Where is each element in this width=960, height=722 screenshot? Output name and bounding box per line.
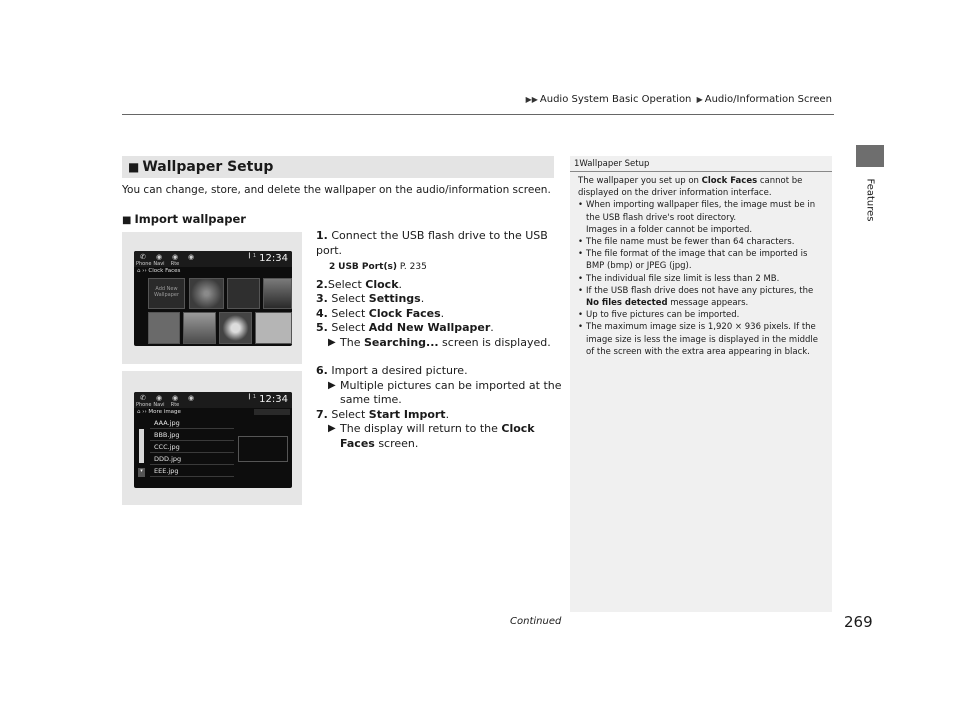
step-2: 2.Select Clock. bbox=[316, 277, 403, 291]
step-5: 5. Select Add New Wallpaper. bbox=[316, 321, 494, 334]
note-heading: 1Wallpaper Setup bbox=[574, 159, 650, 169]
home-icon: ⌂ bbox=[137, 268, 141, 274]
note-bullet: • The maximum image size is 1,920 × 936 pixels. If the image size is less the image is displayed in the middle of the screen with the extra area appearing in black. bbox=[578, 322, 818, 357]
reference-icon: 2 bbox=[329, 262, 336, 272]
breadcrumb-item-1[interactable]: Audio System Basic Operation bbox=[539, 94, 692, 105]
add-wallpaper-tile: Add New Wallpaper bbox=[148, 278, 185, 309]
section-title-bar bbox=[122, 156, 554, 178]
continued-label: Continued bbox=[510, 616, 562, 627]
route-icon: ◉ Rte bbox=[170, 253, 180, 267]
clock-faces-screenshot bbox=[122, 232, 302, 364]
step-3: 3. Select Settings. bbox=[316, 292, 425, 305]
step-6: 6. Import a desired picture. bbox=[316, 364, 468, 377]
note-paragraph: The wallpaper you set up on Clock Faces cannot be displayed on the driver information interface. bbox=[578, 176, 803, 199]
step-1: 1. Connect the USB flash drive to the USB port. bbox=[316, 229, 548, 257]
arrow-icon: ▶ bbox=[328, 379, 336, 391]
header-divider bbox=[122, 114, 834, 115]
note-bullet: • If the USB flash drive does not have any pictures, the No files detected message appears. bbox=[578, 285, 814, 309]
signal-icon: ▎1 bbox=[248, 253, 256, 259]
double-chevron-icon: ▶▶ bbox=[525, 95, 538, 104]
phone-icon: ✆ Phone bbox=[136, 253, 152, 267]
step-7: 7. Select Start Import. bbox=[316, 407, 450, 421]
cross-reference: 2 USB Port(s) P. 235 bbox=[329, 262, 427, 272]
square-bullet-icon: ■ bbox=[122, 215, 132, 226]
step-4: 4. Select Clock Faces. bbox=[316, 306, 445, 320]
route-icon: ◉ Rte bbox=[170, 394, 180, 408]
note-bullet: • The file format of the image that can be imported is BMP (bmp) or JPEG (jpg). bbox=[578, 249, 808, 272]
settings-icon: ◉ bbox=[187, 394, 195, 402]
note-bullet: • The individual file size limit is less than 2 MB. bbox=[578, 273, 780, 284]
breadcrumb bbox=[524, 94, 832, 105]
note-bullet: • The file name must be fewer than 64 characters. bbox=[578, 237, 795, 248]
step-list bbox=[316, 229, 562, 451]
home-icon: ⌂ bbox=[137, 409, 141, 415]
intro-paragraph: You can change, store, and delete the wallpaper on the audio/information screen. bbox=[122, 184, 551, 196]
sub-heading: ■ Import wallpaper bbox=[122, 212, 246, 226]
navi-icon: ◉ Navi bbox=[153, 394, 165, 408]
screen-breadcrumb: ⌂ ›› Clock Faces bbox=[137, 268, 181, 274]
list-item: BBB.jpg bbox=[150, 429, 234, 441]
list-item: DDD.jpg bbox=[150, 453, 234, 465]
note-icon: 1 bbox=[574, 159, 580, 169]
navi-icon: ◉ Navi bbox=[153, 253, 165, 267]
side-tab-label: Features bbox=[864, 178, 876, 222]
step-6-result: ▶ Multiple pictures can be imported at the same time. bbox=[328, 378, 562, 406]
settings-icon: ◉ bbox=[187, 253, 195, 261]
status-bar bbox=[134, 392, 292, 408]
side-tab-marker bbox=[856, 145, 884, 167]
wallpaper-thumbnail bbox=[227, 278, 260, 309]
arrow-icon: ▶ bbox=[328, 336, 336, 348]
scrollbar bbox=[139, 429, 144, 463]
file-list-screenshot bbox=[122, 371, 302, 505]
status-bar bbox=[134, 251, 292, 267]
note-bullet: • When importing wallpaper files, the image must be in the USB flash drive's root directory. Images in a folder cannot be imported. bbox=[578, 200, 816, 235]
note-divider bbox=[570, 171, 832, 172]
section-title: ■ Wallpaper Setup bbox=[128, 159, 274, 175]
breadcrumb-item-2[interactable]: Audio/Information Screen bbox=[704, 94, 832, 105]
list-item: AAA.jpg bbox=[150, 417, 234, 429]
wallpaper-thumbnail bbox=[148, 312, 180, 344]
screen-display bbox=[134, 251, 292, 346]
clock-display: 12:34 bbox=[259, 394, 288, 405]
wallpaper-thumbnail bbox=[263, 278, 292, 309]
note-body bbox=[578, 175, 828, 358]
wallpaper-thumbnail bbox=[219, 312, 252, 344]
file-list bbox=[150, 417, 234, 477]
list-item: EEE.jpg bbox=[150, 465, 234, 477]
start-import-button bbox=[254, 409, 290, 415]
wallpaper-thumbnail bbox=[189, 278, 224, 309]
scroll-down-icon: ▾ bbox=[138, 468, 145, 477]
signal-icon: ▎1 bbox=[248, 394, 256, 400]
note-box bbox=[570, 156, 832, 612]
list-item: CCC.jpg bbox=[150, 441, 234, 453]
step-5-result: ▶ The Searching... screen is displayed. bbox=[328, 335, 551, 349]
chevron-right-icon: ▶ bbox=[696, 95, 703, 104]
page-number: 269 bbox=[844, 613, 873, 631]
square-bullet-icon: ■ bbox=[128, 160, 140, 174]
step-7-result: ▶ The display will return to the Clock Faces screen. bbox=[328, 422, 535, 450]
wallpaper-thumbnail bbox=[183, 312, 216, 344]
arrow-icon: ▶ bbox=[328, 423, 336, 434]
screen-display bbox=[134, 392, 292, 488]
screen-breadcrumb: ⌂ ›› More image bbox=[137, 409, 181, 415]
image-preview bbox=[238, 436, 288, 462]
clock-display: 12:34 bbox=[259, 253, 288, 264]
note-bullet: • Up to five pictures can be imported. bbox=[578, 310, 740, 321]
phone-icon: ✆ Phone bbox=[136, 394, 152, 408]
reference-link[interactable]: USB Port(s) bbox=[338, 262, 398, 272]
wallpaper-thumbnail bbox=[255, 312, 292, 344]
